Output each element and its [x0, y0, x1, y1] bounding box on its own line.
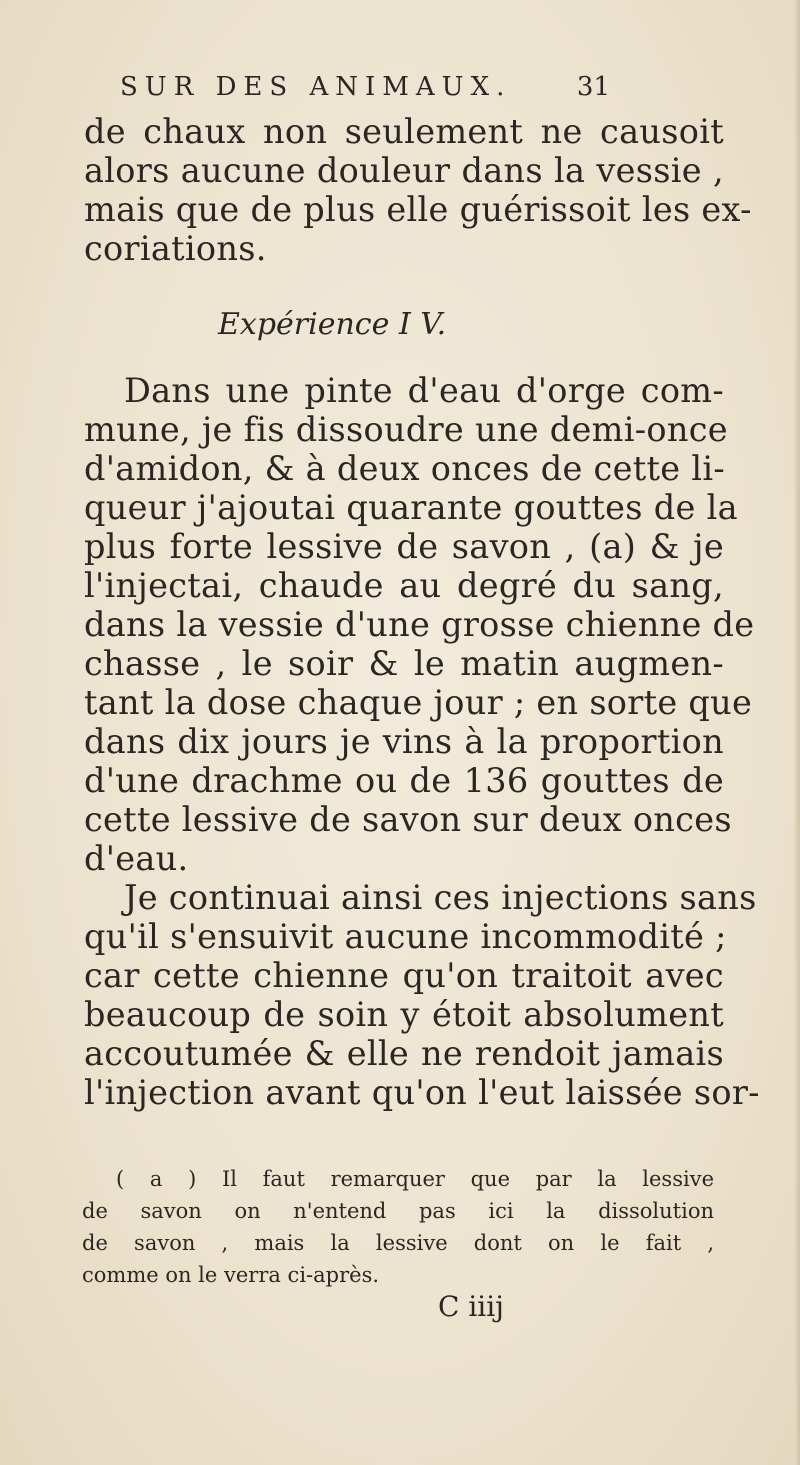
text-line: chasse , le soir & le matin augmen- — [84, 644, 724, 683]
text-line: plus forte lessive de savon , (a) & je — [84, 527, 724, 566]
text-line: l'injection avant qu'on l'eut laissée sor- — [84, 1073, 760, 1112]
body-text — [84, 371, 760, 1112]
text-line: alors aucune douleur dans la vessie , — [84, 151, 724, 190]
footnote-line: de savon on n'entend pas ici la dissolution — [82, 1199, 714, 1223]
text-line: l'injectai, chaude au degré du sang, — [84, 566, 724, 605]
text-line: d'eau. — [84, 839, 189, 878]
text-line: queur j'ajoutai quarante gouttes de la — [84, 488, 738, 527]
text-line: beaucoup de soin y étoit absolument — [84, 995, 724, 1034]
text-line: qu'il s'ensuivit aucune incommodité ; — [84, 917, 727, 956]
footnote-line: de savon , mais la lessive dont on le fait , — [82, 1231, 714, 1255]
text-line: accoutumée & elle ne rendoit jamais — [84, 1034, 724, 1073]
text-line: Je continuai ainsi ces injections sans — [124, 878, 757, 917]
signature-mark: C iiij — [438, 1290, 504, 1323]
text-line: d'une drachme ou de 136 gouttes de — [84, 761, 724, 800]
page-edge — [794, 0, 800, 1465]
text-line: mune, je fis dissoudre une demi-once — [84, 410, 728, 449]
text-line: Dans une pinte d'eau d'orge com- — [124, 371, 724, 410]
footnote-line: ( a ) Il faut remarquer que par la lessive — [116, 1167, 714, 1191]
text-line: cette lessive de savon sur deux onces — [84, 800, 732, 839]
text-line: dans dix jours je vins à la proportion — [84, 722, 724, 761]
text-line: d'amidon, & à deux onces de cette li- — [84, 449, 725, 488]
experience-heading: Expérience I V. — [218, 307, 447, 342]
footnote — [82, 1163, 714, 1291]
text-line: mais que de plus elle guérissoit les ex- — [84, 190, 752, 229]
text-line: coriations. — [84, 229, 267, 268]
text-line: tant la dose chaque jour ; en sorte que — [84, 683, 753, 722]
running-title: SUR DES ANIMAUX. — [120, 72, 512, 102]
page-header — [120, 72, 620, 112]
page-number: 31 — [576, 72, 610, 102]
text-line: dans la vessie d'une grosse chienne de — [84, 605, 755, 644]
text-line: de chaux non seulement ne causoit — [84, 112, 724, 151]
intro-paragraph — [84, 112, 752, 268]
footnote-line: comme on le verra ci-après. — [82, 1263, 380, 1287]
text-line: car cette chienne qu'on traitoit avec — [84, 956, 724, 995]
